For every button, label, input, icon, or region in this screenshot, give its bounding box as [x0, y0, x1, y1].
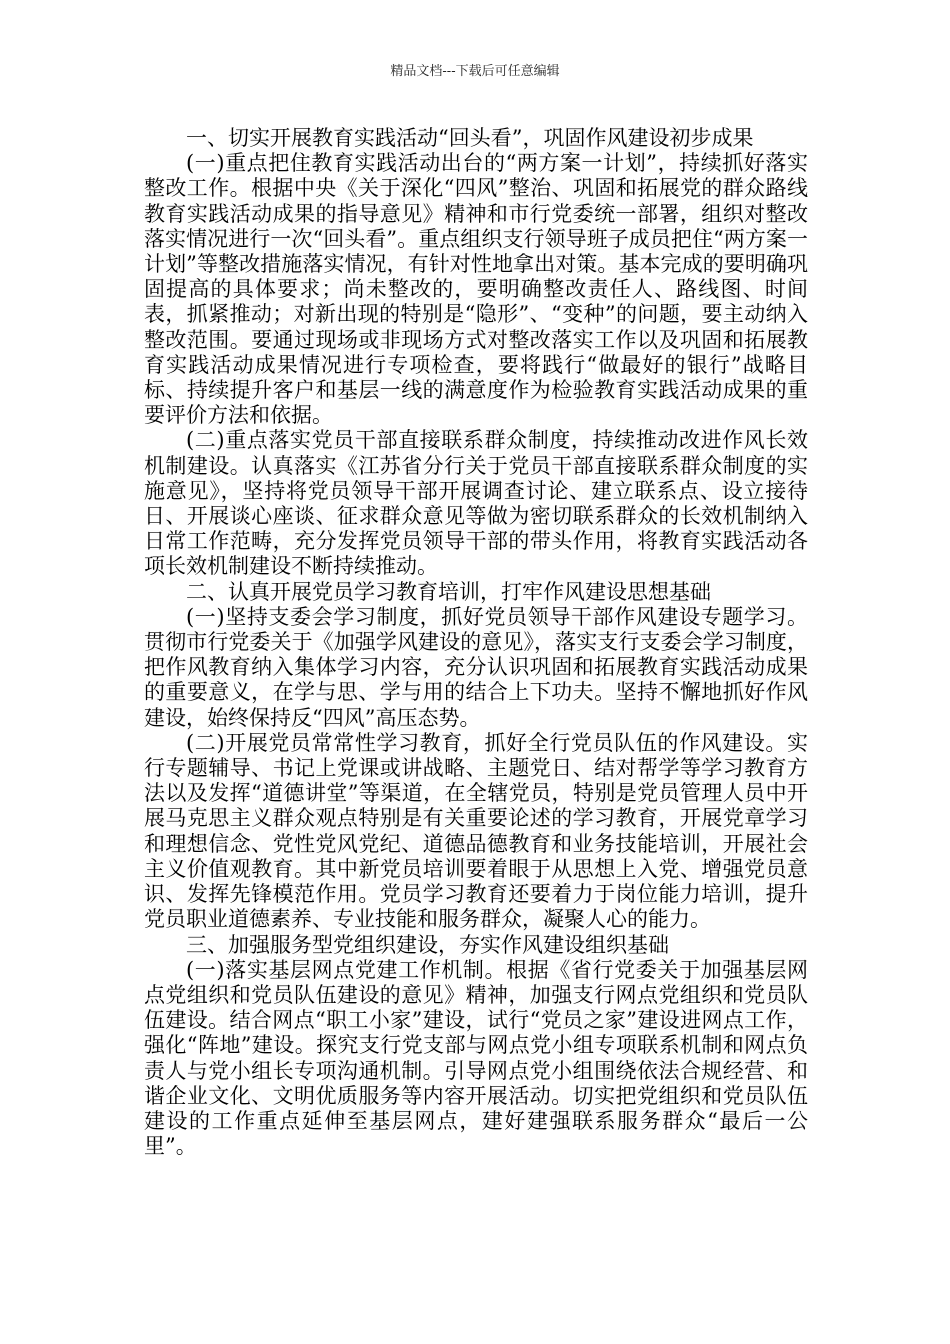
document-body — [144, 126, 808, 1159]
paragraph-1-1: (一)重点把住教育实践活动出台的“两方案一计划”，持续抓好落实整改工作。根据中央《关于深化“四风”整治、巩固和拓展党的群众路线教育实践活动成果的指导意见》精神和市行党委统一部署，组织对整改落实情况进行一次“回头看”。重点组织支行领导班子成员把住“两方案一计划”等整改措施落实情况，有针对性地拿出对策。基本完成的要明确巩固提高的具体要求；尚未整改的，要明确整改责任人、路线图、时间表，抓紧推动；对新出现的特别是“隐形”、“变种”的问题，要主动纳入整改范围。要通过现场或非现场方式对整改落实工作以及巩固和拓展教育实践活动成果情况进行专项检查，要将践行“做最好的银行”战略目标、持续提升客户和基层一线的满意度作为检验教育实践活动成果的重要评价方法和依据。 — [144, 151, 808, 428]
paragraph-2-1: (一)坚持支委会学习制度，抓好党员领导干部作风建设专题学习。贯彻市行党委关于《加强学风建设的意见》，落实支行支委会学习制度，把作风教育纳入集体学习内容，充分认识巩固和拓展教育实践活动成果的重要意义，在学与思、学与用的结合上下功夫。坚持不懈地抓好作风建设，始终保持反“四风”高压态势。 — [144, 604, 808, 730]
section-heading-2: 二、认真开展党员学习教育培训，打牢作风建设思想基础 — [186, 579, 711, 604]
paragraph-3-1: (一)落实基层网点党建工作机制。根据《省行党委关于加强基层网点党组织和党员队伍建设的意见》精神，加强支行网点党组织和党员队伍建设。结合网点“职工小家”建设，试行“党员之家”建设进网点工作，强化“阵地”建设。探究支行党支部与网点党小组专项联系机制和网点负责人与党小组长专项沟通机制。引导网点党小组围绕依法合规经营、和谐企业文化、文明优质服务等内容开展活动。切实把党组织和党员队伍建设的工作重点延伸至基层网点，建好建强联系服务群众“最后一公里”。 — [144, 957, 808, 1159]
paragraph-2-2: (二)开展党员常常性学习教育，抓好全行党员队伍的作风建设。实行专题辅导、书记上党课或讲战略、主题党日、结对帮学等学习教育方法以及发挥“道德讲堂”等渠道，在全辖党员，特别是党员管理人员中开展马克思主义群众观点特别是有关重要论述的学习教育，开展党章学习和理想信念、党性党风党纪、道德品德教育和业务技能培训，开展社会主义价值观教育。其中新党员培训要着眼于从思想上入党、增强党员意识、发挥先锋模范作用。党员学习教育还要着力于岗位能力培训，提升党员职业道德素养、专业技能和服务群众，凝聚人心的能力。 — [144, 730, 808, 932]
section-heading-3: 三、加强服务型党组织建设，夯实作风建设组织基础 — [186, 932, 669, 957]
section-heading-1: 一、切实开展教育实践活动“回头看”，巩固作风建设初步成果 — [186, 126, 754, 150]
page-header: 精品文档---下载后可任意编辑 — [390, 64, 560, 79]
paragraph-1-2: (二)重点落实党员干部直接联系群众制度，持续推动改进作风长效机制建设。认真落实《江苏省分行关于党员干部直接联系群众制度的实施意见》，坚持将党员领导干部开展调查讨论、建立联系点、设立接待日、开展谈心座谈、征求群众意见等做为密切联系群众的长效机制纳入日常工作范畴，充分发挥党员领导干部的带头作用，将教育实践活动各项长效机制建设不断持续推动。 — [144, 428, 808, 579]
